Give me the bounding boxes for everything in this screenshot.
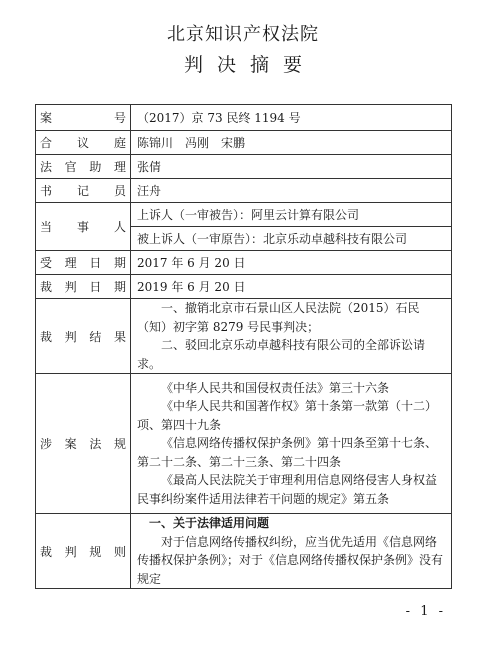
law-item: 《信息网络传播权保护条例》第十四条至第十七条、第二十二条、第二十三条、第二十四条 <box>137 436 438 469</box>
row-clerk <box>36 179 452 203</box>
row-result <box>36 299 452 374</box>
label-result: 裁 判 结 果 <box>40 329 126 344</box>
rules-text: 对于信息网络传播权纠纷，应当优先适用《信息网络传播权保护条例》；对于《信息网络传播权保护条例》没有规定 <box>137 534 444 586</box>
label-accept-date: 受 理 日 期 <box>40 256 126 270</box>
row-accept-date <box>36 251 452 275</box>
law-item: 《中华人民共和国侵权责任法》第三十六条 <box>161 380 390 395</box>
value-judgment-date: 2019 年 6 月 20 日 <box>131 275 452 299</box>
judgment-summary-table <box>35 104 452 589</box>
label-case-number: 案 号 <box>40 111 126 125</box>
value-appellant: 上诉人（一审被告）：阿里云计算有限公司 <box>131 203 452 227</box>
row-laws <box>36 374 452 514</box>
label-rules: 裁 判 规 则 <box>40 544 126 559</box>
document-title: 判决摘要 <box>183 54 316 76</box>
label-parties: 当 事 人 <box>40 220 126 234</box>
row-case-number <box>36 105 452 131</box>
row-panel <box>36 131 452 155</box>
law-item: 《最高人民法院关于审理利用信息网络侵害人身权益民事纠纷案件适用法律若干问题的规定》第五条 <box>137 473 438 506</box>
value-accept-date: 2017 年 6 月 20 日 <box>131 251 452 275</box>
label-clerk: 书 记 员 <box>40 184 126 198</box>
row-rules <box>36 514 452 589</box>
row-appellant <box>36 203 452 227</box>
rules-heading: 一、关于法律适用问题 <box>149 516 270 530</box>
label-panel: 合 议 庭 <box>40 136 126 150</box>
row-assistant <box>36 155 452 179</box>
value-clerk: 汪舟 <box>131 179 452 203</box>
result-item: 二、驳回北京乐动卓越科技有限公司的全部诉讼请求。 <box>137 338 426 371</box>
value-case-number: （2017）京 73 民终 1194 号 <box>131 105 452 131</box>
page-number: - 1 - <box>405 604 446 619</box>
value-assistant: 张倩 <box>131 155 452 179</box>
label-judgment-date: 裁 判 日 期 <box>40 280 126 294</box>
court-name: 北京知识产权法院 <box>167 24 319 45</box>
law-item: 《中华人民共和国著作权》第十条第一款第（十二）项、第四十九条 <box>137 399 438 432</box>
label-laws: 涉 案 法 规 <box>40 437 126 451</box>
value-panel: 陈锦川 冯刚 宋鹏 <box>131 131 452 155</box>
row-judgment-date <box>36 275 452 299</box>
value-appellee: 被上诉人（一审原告）：北京乐动卓越科技有限公司 <box>131 227 452 251</box>
result-item: 一、撤销北京市石景山区人民法院（2015）石民（知）初字第 8279 号民事判决； <box>137 301 420 334</box>
label-assistant: 法 官 助 理 <box>40 160 126 174</box>
